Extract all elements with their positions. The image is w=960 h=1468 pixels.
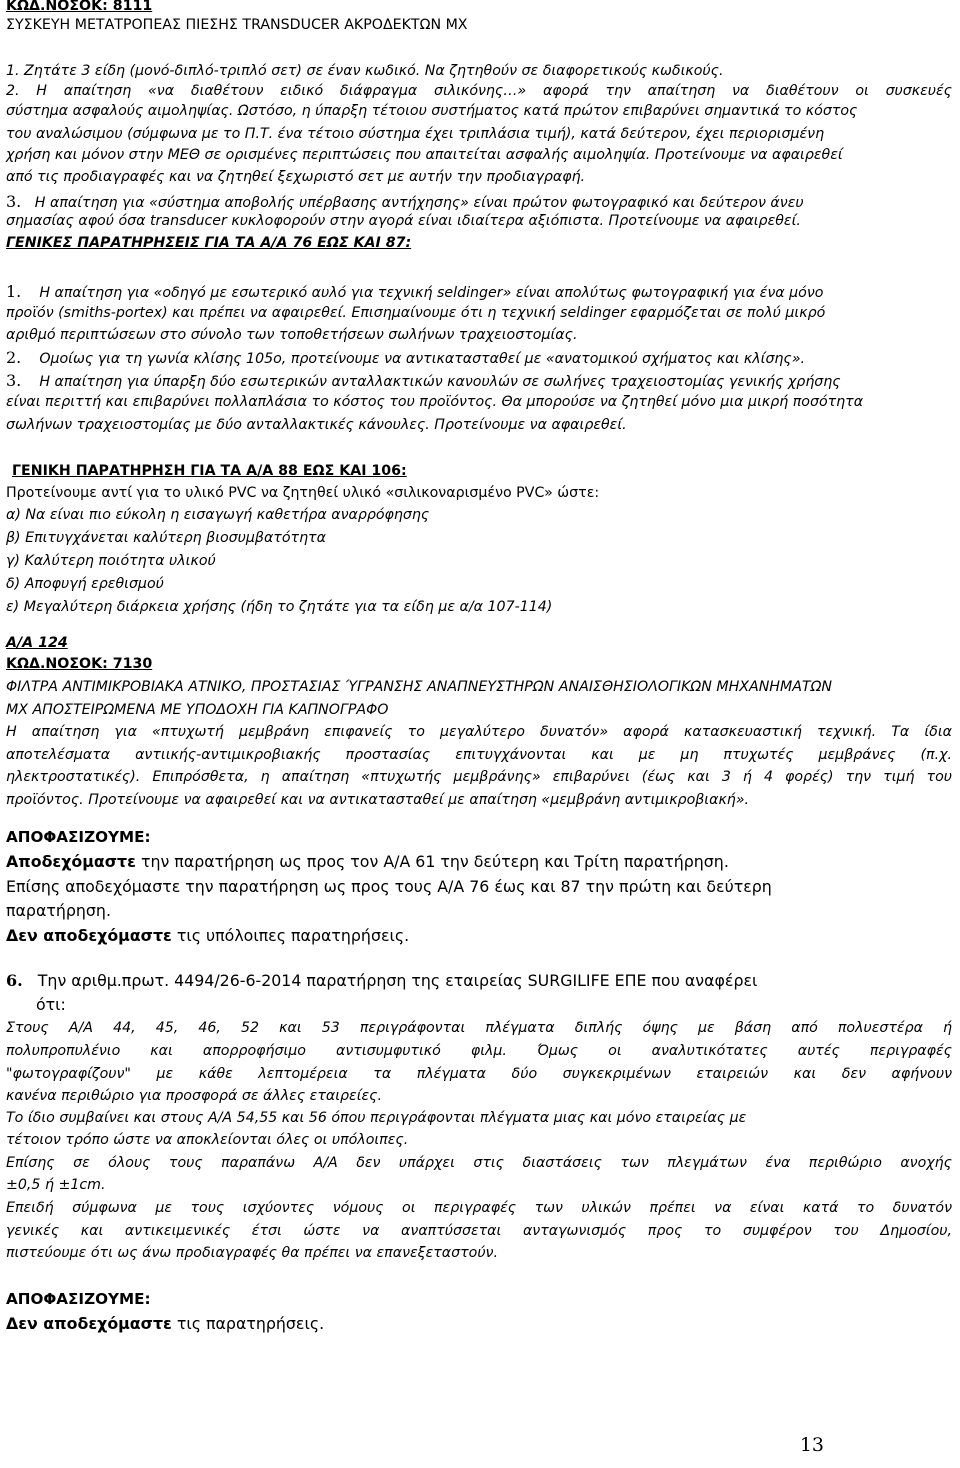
decision-reject-line	[6, 926, 952, 945]
surgilife-remark-line: Επίσης σε όλους τους παραπάνω Α/Α δεν υπάρχει στις διαστάσεις των πλεγμάτων ένα περιθώριο ανοχής	[6, 1155, 952, 1171]
general-remark-3-text: Η απαίτηση για ύπαρξη δύο εσωτερικών ανταλλακτικών κανουλών σε σωλήνες τραχειοστομίας γενικής χρήσης	[39, 374, 841, 390]
surgilife-remark-line: Το ίδιο συμβαίνει και στους Α/Α 54,55 και 56 όπου περιγράφονται πλέγματα μιας και μόνο εταιρείας με	[6, 1110, 747, 1126]
item-6-number: 6.	[6, 971, 23, 990]
surgilife-remark-line: Στους Α/Α 44, 45, 46, 52 και 53 περιγράφονται πλέγματα διπλής όψης με βάση από πολυεστέρα ή	[6, 1020, 952, 1036]
remark-3-number: 3.	[6, 192, 22, 211]
decision-heading: ΑΠΟΦΑΣΙΖΟΥΜΕ:	[6, 828, 151, 846]
pvc-benefit-item: α) Να είναι πιο εύκολη η εισαγωγή καθετήρα αναρρόφησης	[6, 507, 430, 523]
general-remark-1-text: Η απαίτηση για «οδηγό με εσωτερικό αυλό για τεχνική seldinger» είναι απολύτως φωτογραφική για ένα μόνο	[39, 285, 824, 301]
filter-remark-line: ηλεκτροστατικές). Επιπρόσθετα, η απαίτηση «πτυχωτής μεμβράνης» επιβαρύνει (έως και 3 ή 4 φορές) την τιμή του	[6, 769, 952, 785]
surgilife-remark-line: Επειδή σύμφωνα με τους ισχύοντες νόμους οι περιγραφές των υλικών πρέπει να είναι κατά το δυνατόν	[6, 1200, 952, 1216]
general-remark-2-line	[6, 348, 952, 367]
remark-2-line: του αναλώσιμου (σύμφωνα με το Π.Τ. ένα τέτοιο σύστημα έχει τριπλάσια τιμή), κατά δεύτερον, έχει περιορισμένη	[6, 126, 825, 142]
surgilife-remark-line: γενικές και αντικειμενικές έτσι ώστε να αναπτύσσεται ανταγωνισμός προς το συμφέρον του Δημοσίου,	[6, 1223, 952, 1239]
pvc-benefit-item: β) Επιτυγχάνεται καλύτερη βιοσυμβατότητα	[6, 530, 326, 546]
general-remark-3-line: σωλήνων τραχειοστομίας με δύο ανταλλακτικές κάνουλες. Προτείνουμε να αφαιρεθεί.	[6, 417, 627, 433]
pvc-benefit-item: ε) Μεγαλύτερη διάρκεια χρήσης (ήδη το ζητάτε για τα είδη με α/α 107-114)	[6, 599, 553, 615]
page-number: 13	[799, 1434, 824, 1456]
remark-3-line: σημασίας αφού όσα transducer κυκλοφορούν στην αγορά είναι ιδιαίτερα αξιόπιστα. Προτείνουμε να αφαιρεθεί.	[6, 213, 801, 229]
item-6-line	[6, 971, 952, 990]
remark-3-line	[6, 192, 952, 211]
item-6-text: Την αριθμ.πρωτ. 4494/26-6-2014 παρατήρηση της εταιρείας SURGILIFE ΕΠΕ που αναφέρει	[37, 971, 758, 990]
decision-reject-line	[6, 1314, 952, 1333]
decision-accept-line: παρατήρηση.	[6, 901, 111, 920]
surgilife-remark-line: κανένα περιθώριο για προσφορά σε άλλες εταιρείες.	[6, 1088, 383, 1104]
decision-accept-line: Επίσης αποδεχόμαστε την παρατήρηση ως προς τους Α/Α 76 έως και 87 την πρώτη και δεύτερη	[6, 877, 772, 896]
general-remark-1-line: αριθμό περιπτώσεων στο σύνολο των τοποθετήσεων σωλήνων τραχειοστομίας.	[6, 327, 578, 343]
surgilife-remark-line: πολυπροπυλένιο και απορροφήσιμο αντισυμφυτικό φιλμ. Όμως οι αναλυτικότατες αυτές περιγραφές	[6, 1043, 952, 1059]
filter-remark-line: Η απαίτηση για «πτυχωτή μεμβράνη επιφανείς το μεγαλύτερο δυνατόν» αφορά κατασκευαστική τεχνική. Τα ίδια	[6, 724, 952, 740]
general-remark-3-line: είναι περιττή και επιβαρύνει πολλαπλάσια το κόστος του προϊόντος. Θα μπορούσε να ζητηθεί μόνο μια μικρή ποσότητα	[6, 394, 864, 410]
pvc-benefit-item: δ) Αποφυγή ερεθισμού	[6, 576, 164, 592]
filter-remark-line: προϊόντος. Προτείνουμε να αφαιρεθεί και να αντικατασταθεί με απαίτηση «μεμβράνη αντιμικροβιακή».	[6, 792, 750, 808]
product-code-8111: ΚΩΔ.ΝΟΣΟΚ: 8111	[6, 0, 153, 14]
item-6-line: ότι:	[36, 995, 66, 1014]
general-remark-3-line	[6, 371, 952, 390]
pvc-proposal-intro: Προτείνουμε αντί για το υλικό PVC να ζητηθεί υλικό «σιλικοναρισμένο PVC» ώστε:	[6, 485, 600, 501]
remark-2-line: από τις προδιαγραφές και να ζητηθεί ξεχωριστό σετ με αυτήν την προδιαγραφή.	[6, 169, 586, 185]
reject-text: τις υπόλοιπες παρατηρήσεις.	[171, 926, 410, 945]
surgilife-remark-line: τέτοιον τρόπο ώστε να αποκλείονται όλες οι υπόλοιπες.	[6, 1132, 409, 1148]
general-remark-1-line	[6, 282, 952, 301]
item-number-124: Α/Α 124	[6, 635, 68, 651]
surgilife-remark-line: "φωτογραφίζουν" με κάθε λεπτομέρεια τα πλέγματα δύο συγκεκριμένων εταιρειών και δεν αφήνουν	[6, 1066, 952, 1082]
accept-text: την παρατήρηση ως προς τον Α/Α 61 την δεύτερη και Τρίτη παρατήρηση.	[135, 852, 729, 871]
surgilife-remark-line: πιστεύουμε ότι ως άνω προδιαγραφές θα πρέπει να επανεξεταστούν.	[6, 1245, 498, 1261]
accept-label: Αποδεχόμαστε	[6, 852, 136, 871]
remark-2-line: χρήση και μόνον στην ΜΕΘ σε ορισμένες περιπτώσεις που απαιτείται ασφαλής αιμοληψία. Προτείνουμε να αφαιρεθεί	[6, 147, 843, 163]
remark-2-line: σύστημα ασφαλούς αιμοληψίας. Ωστόσο, η ύπαρξη τέτοιου συστήματος κατά πρώτον επιβαρύνει σημαντικά το κόστος	[6, 103, 858, 119]
general-remark-1-line: προϊόν (smiths-portex) και πρέπει να αφαιρεθεί. Επισημαίνουμε ότι η τεχνική seldinger εφαρμόζεται σε πολύ μικρό	[6, 305, 826, 321]
surgilife-remark-line: ±0,5 ή ±1cm.	[6, 1177, 106, 1193]
filter-title-line: ΜΧ ΑΠΟΣΤΕΙΡΩΜΕΝΑ ΜΕ ΥΠΟΔΟΧΗ ΓΙΑ ΚΑΠΝΟΓΡΑΦΟ	[6, 702, 389, 718]
reject-label: Δεν αποδεχόμαστε	[6, 1314, 172, 1333]
decision-heading: ΑΠΟΦΑΣΙΖΟΥΜΕ:	[6, 1290, 151, 1308]
general-remark-3-number: 3.	[6, 371, 22, 390]
general-remark-88-106-heading: ΓΕΝΙΚΗ ΠΑΡΑΤΗΡΗΣΗ ΓΙΑ ΤΑ Α/Α 88 ΕΩΣ ΚΑΙ 106:	[12, 463, 407, 479]
filter-remark-line: αποτελέσματα αντιικής-αντιμικροβιακής προστασίας επιτυγχάνονται και με μη πτυχωτές μεμβράνες (π.χ.	[6, 747, 952, 763]
product-code-7130: ΚΩΔ.ΝΟΣΟΚ: 7130	[6, 656, 153, 672]
general-remark-2-number: 2.	[6, 348, 22, 367]
general-remark-1-number: 1.	[6, 282, 22, 301]
general-remark-2-text: Ομοίως για τη γωνία κλίσης 105ο, προτείνουμε να αντικατασταθεί με «ανατομικού σχήματος και κλίσης».	[39, 351, 806, 367]
reject-label: Δεν αποδεχόμαστε	[6, 926, 172, 945]
product-title-transducer: ΣΥΣΚΕΥΗ ΜΕΤΑΤΡΟΠΕΑΣ ΠΙΕΣΗΣ TRANSDUCER ΑΚΡΟΔΕΚΤΩΝ ΜΧ	[6, 17, 468, 33]
remark-3-text: Η απαίτηση για «σύστημα αποβολής υπέρβασης αντήχησης» είναι πρώτον φωτογραφικό και δεύτερον άνευ	[34, 195, 804, 211]
remark-1: 1. Ζητάτε 3 είδη (μονό-διπλό-τριπλό σετ) σε έναν κωδικό. Να ζητηθούν σε διαφορετικούς κωδικούς.	[6, 63, 724, 79]
filter-title-line: ΦΙΛΤΡΑ ΑΝΤΙΜΙΚΡΟΒΙΑΚΑ ΑΤΝΙΚΟ, ΠΡΟΣΤΑΣΙΑΣ ΎΓΡΑΝΣΗΣ ΑΝΑΠΝΕΥΣΤΗΡΩΝ ΑΝΑΙΣΘΗΣΙΟΛΟΓΙΚΩΝ ΜΗΧΑΝΗΜΑΤΩΝ	[6, 679, 833, 695]
general-remarks-heading: ΓΕΝΙΚΕΣ ΠΑΡΑΤΗΡΗΣΕΙΣ ΓΙΑ ΤΑ Α/Α 76 ΕΩΣ ΚΑΙ 87:	[6, 235, 412, 251]
decision-accept-line	[6, 852, 952, 871]
reject-text: τις παρατηρήσεις.	[171, 1314, 325, 1333]
pvc-benefit-item: γ) Καλύτερη ποιότητα υλικού	[6, 553, 216, 569]
remark-2-line: 2. Η απαίτηση «να διαθέτουν ειδικό διάφραγμα σιλικόνης…» αφορά την απαίτηση να διαθέτουν οι συσκευές	[6, 83, 952, 99]
